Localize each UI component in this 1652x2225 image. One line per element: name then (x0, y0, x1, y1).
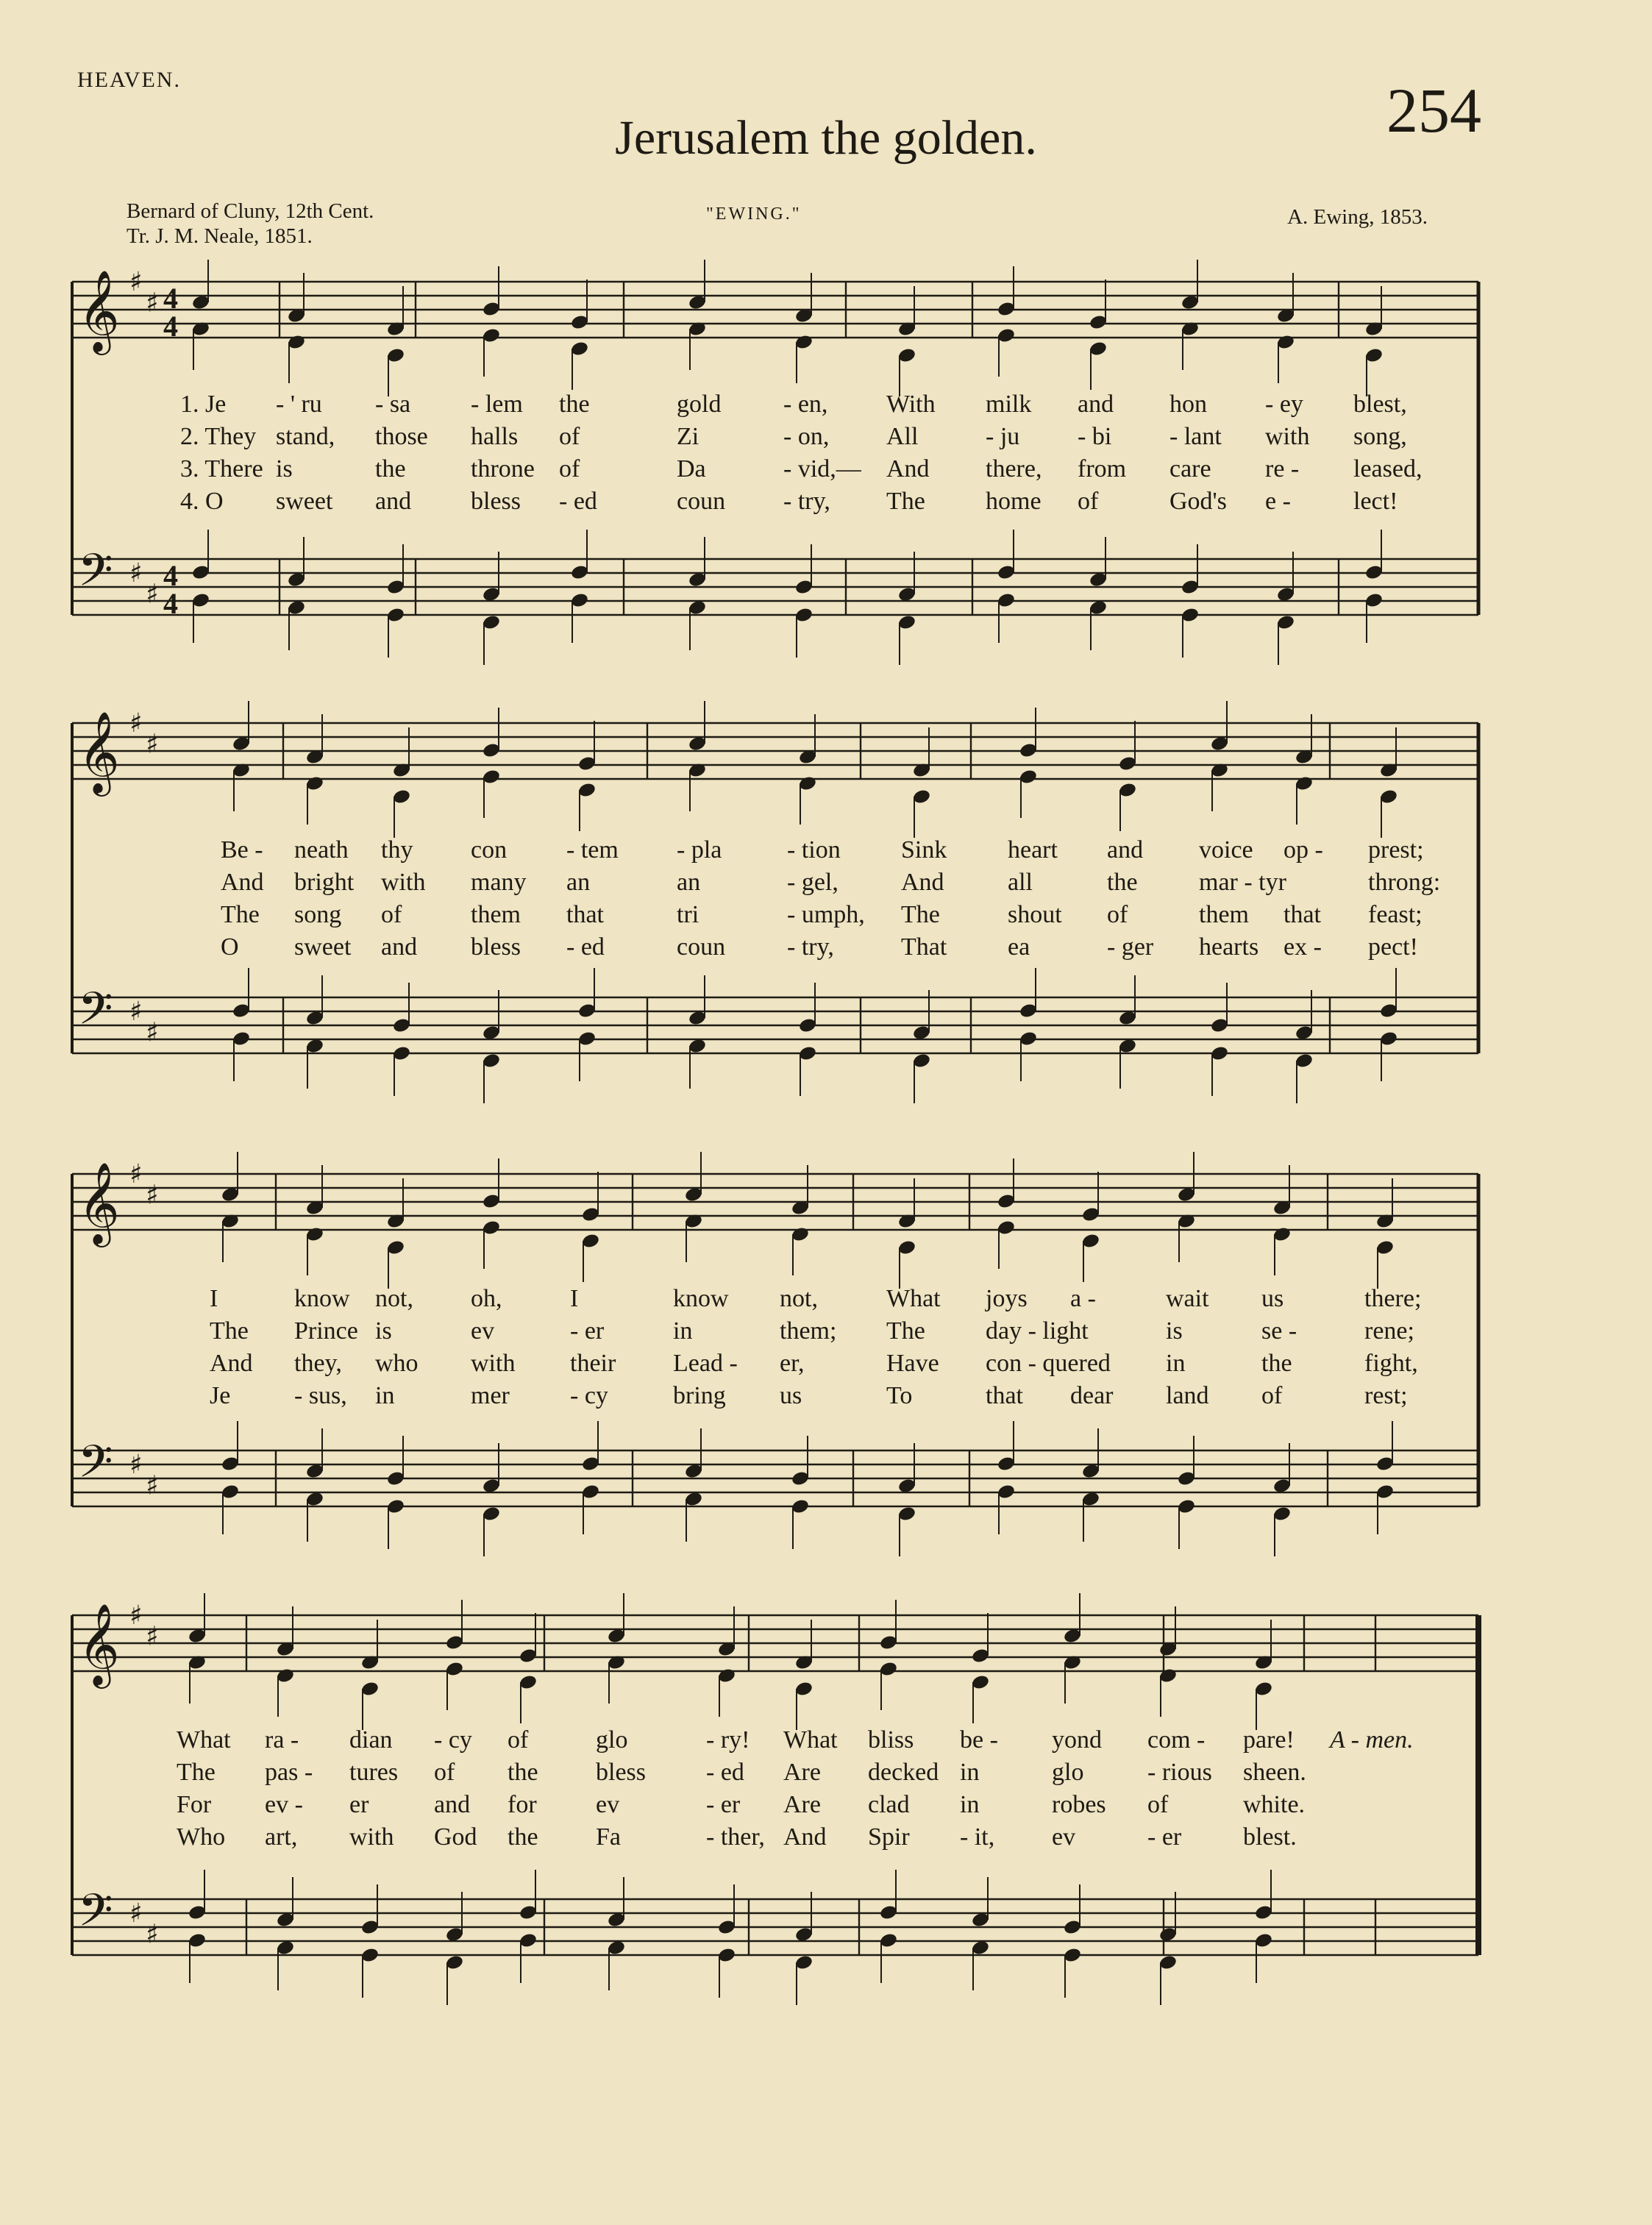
lyric-syllable: - ed (559, 488, 597, 515)
lyric-syllable: there, (986, 455, 1042, 483)
lyric-syllable: of (1261, 1382, 1283, 1409)
lyric-syllable: robes (1052, 1791, 1106, 1818)
lyric-syllable: of (381, 901, 402, 928)
lyric-syllable: glo (1052, 1759, 1084, 1786)
lyric-syllable: with (381, 869, 426, 896)
lyric-syllable: The (210, 1317, 249, 1345)
lyric-syllable: care (1169, 455, 1211, 483)
sharp-icon: ♯ (129, 267, 143, 297)
lyric-syllable: voice (1199, 836, 1253, 864)
lyric-syllable: coun (677, 488, 726, 515)
lyric-syllable: all (1008, 869, 1033, 896)
lyric-syllable: a - (1070, 1285, 1096, 1312)
lyric-syllable: - ed (566, 933, 605, 961)
lyric-syllable: The (886, 488, 925, 515)
time-signature-top: 4 (163, 559, 178, 592)
lyric-syllable: con (471, 836, 508, 864)
lyric-syllable: and (375, 488, 412, 515)
lyric-syllable: throng: (1368, 869, 1441, 896)
lyric-syllable: those (375, 423, 428, 450)
lyric-syllable: of (434, 1759, 455, 1786)
lyric-syllable: milk (986, 391, 1032, 418)
amen-text: A - men. (1330, 1726, 1414, 1754)
lyric-syllable: - tem (566, 836, 619, 864)
treble-clef-icon: 𝄞 (78, 1603, 120, 1685)
lyric-syllable: lect! (1353, 488, 1398, 515)
lyric-syllable: dian (349, 1726, 393, 1754)
lyric-syllable: of (559, 423, 580, 450)
treble-clef-icon: 𝄞 (78, 1161, 120, 1244)
lyric-syllable: that (566, 901, 604, 928)
lyric-syllable: - try, (787, 933, 834, 961)
lyric-syllable: joys (986, 1285, 1028, 1312)
lyric-syllable: To (886, 1382, 913, 1409)
lyric-syllable: clad (868, 1791, 910, 1818)
hymn-title: Jerusalem the golden. (615, 111, 1037, 165)
lyric-syllable: blest. (1243, 1823, 1297, 1851)
lyric-syllable: the (1261, 1350, 1292, 1377)
lyric-syllable: Are (783, 1791, 821, 1818)
sharp-icon: ♯ (129, 1898, 143, 1929)
lyric-syllable: blest, (1353, 391, 1407, 418)
lyric-syllable: and (1107, 836, 1144, 864)
lyric-syllable: All (886, 423, 919, 450)
lyric-syllable: thy (381, 836, 413, 864)
lyric-syllable: hearts (1199, 933, 1259, 961)
lyric-syllable: in (960, 1759, 980, 1786)
lyric-syllable: con - quered (986, 1350, 1111, 1377)
lyric-syllable: - umph, (787, 901, 865, 928)
lyric-syllable: - it, (960, 1823, 995, 1851)
lyric-syllable: day - light (986, 1317, 1089, 1345)
lyric-syllable: not, (780, 1285, 818, 1312)
lyric-syllable: in (960, 1791, 980, 1818)
lyric-syllable: fight, (1364, 1350, 1418, 1377)
lyric-syllable: bless (471, 933, 521, 961)
sharp-icon: ♯ (129, 1159, 143, 1189)
lyric-syllable: shout (1008, 901, 1062, 928)
lyric-syllable: in (673, 1317, 693, 1345)
lyric-syllable: Je (210, 1382, 231, 1409)
lyric-syllable: And (783, 1823, 827, 1851)
lyric-syllable: - ju (986, 423, 1020, 450)
lyric-syllable: us (780, 1382, 802, 1409)
lyric-syllable: re - (1265, 455, 1300, 483)
bass-clef-icon: 𝄢 (78, 1884, 113, 1948)
lyric-syllable: - er (1147, 1823, 1182, 1851)
lyric-syllable: Lead - (673, 1350, 738, 1377)
lyric-syllable: - ed (706, 1759, 744, 1786)
composer-credit: A. Ewing, 1853. (1287, 205, 1428, 229)
lyric-syllable: Be - (221, 836, 263, 864)
lyric-syllable: in (1166, 1350, 1186, 1377)
lyric-syllable: Who (177, 1823, 226, 1851)
translator-credit: Tr. J. M. Neale, 1851. (127, 224, 313, 248)
lyric-syllable: the (508, 1823, 538, 1851)
lyric-syllable: throne (471, 455, 535, 483)
lyric-syllable: And (210, 1350, 253, 1377)
lyric-syllable: bring (673, 1382, 726, 1409)
lyric-syllable: 2. They (180, 423, 257, 450)
lyric-syllable: - en, (783, 391, 828, 418)
lyric-syllable: not, (375, 1285, 413, 1312)
lyric-syllable: For (177, 1791, 212, 1818)
lyric-syllable: e - (1265, 488, 1291, 515)
lyric-syllable: O (221, 933, 239, 961)
lyric-syllable: home (986, 488, 1042, 515)
lyric-syllable: of (1147, 1791, 1169, 1818)
lyric-syllable: coun (677, 933, 726, 961)
lyric-syllable: heart (1008, 836, 1058, 864)
lyric-syllable: - er (706, 1791, 741, 1818)
lyric-syllable: - bi (1078, 423, 1112, 450)
lyric-syllable: gold (677, 391, 722, 418)
sharp-icon: ♯ (146, 579, 159, 610)
time-signature-bottom: 4 (163, 587, 178, 620)
lyric-syllable: white. (1243, 1791, 1306, 1818)
lyric-syllable: - sa (375, 391, 411, 418)
lyric-syllable: mer (471, 1382, 510, 1409)
section-label: HEAVEN. (77, 68, 181, 92)
lyric-syllable: they, (294, 1350, 342, 1377)
lyric-syllable: is (276, 455, 293, 483)
lyric-syllable: sweet (294, 933, 352, 961)
lyric-syllable: Prince (294, 1317, 358, 1345)
lyric-syllable: - try, (783, 488, 830, 515)
lyric-syllable: feast; (1368, 901, 1423, 928)
lyric-syllable: the (559, 391, 590, 418)
sharp-icon: ♯ (146, 1180, 159, 1211)
lyric-syllable: dear (1070, 1382, 1114, 1409)
lyric-syllable: Fa (596, 1823, 621, 1851)
lyric-syllable: many (471, 869, 527, 896)
lyric-syllable: tri (677, 901, 699, 928)
lyric-syllable: bless (596, 1759, 646, 1786)
lyric-syllable: - rious (1147, 1759, 1212, 1786)
lyric-syllable: sheen. (1243, 1759, 1306, 1786)
lyric-syllable: be - (960, 1726, 998, 1754)
lyric-syllable: And (886, 455, 930, 483)
lyric-syllable: land (1166, 1382, 1209, 1409)
lyric-syllable: 4. O (180, 488, 224, 515)
lyric-syllable: in (375, 1382, 395, 1409)
lyric-syllable: com - (1147, 1726, 1206, 1754)
lyric-syllable: that (986, 1382, 1023, 1409)
lyric-syllable: of (508, 1726, 529, 1754)
sharp-icon: ♯ (146, 1017, 159, 1048)
lyric-syllable: bright (294, 869, 355, 896)
hymn-number: 254 (1386, 75, 1481, 146)
lyric-syllable: the (508, 1759, 538, 1786)
sharp-icon: ♯ (129, 1450, 143, 1480)
lyric-syllable: God (434, 1823, 477, 1851)
lyric-syllable: That (901, 933, 947, 961)
sharp-icon: ♯ (129, 1601, 143, 1631)
sharp-icon: ♯ (129, 708, 143, 738)
lyric-syllable: know (294, 1285, 350, 1312)
lyric-syllable: Have (886, 1350, 939, 1377)
lyric-syllable: - ' ru (276, 391, 322, 418)
lyric-syllable: Da (677, 455, 706, 483)
sharp-icon: ♯ (146, 288, 159, 318)
lyric-syllable: and (1078, 391, 1114, 418)
lyric-syllable: halls (471, 423, 519, 450)
lyric-syllable: there; (1364, 1285, 1422, 1312)
lyric-syllable: I (570, 1285, 579, 1312)
lyric-syllable: and (434, 1791, 471, 1818)
lyric-syllable: song, (1353, 423, 1407, 450)
lyric-syllable: their (570, 1350, 616, 1377)
lyric-syllable: The (221, 901, 260, 928)
lyric-syllable: ev (471, 1317, 495, 1345)
lyric-syllable: stand, (276, 423, 335, 450)
lyric-syllable: hon (1169, 391, 1207, 418)
tune-name: "EWING." (706, 204, 802, 224)
lyric-syllable: And (221, 869, 264, 896)
sharp-icon: ♯ (146, 729, 159, 760)
lyric-syllable: The (177, 1759, 216, 1786)
lyric-syllable: pect! (1368, 933, 1418, 961)
lyric-syllable: with (1265, 423, 1310, 450)
time-signature-top: 4 (163, 282, 178, 315)
lyric-syllable: them (471, 901, 521, 928)
lyric-syllable: What (177, 1726, 231, 1754)
treble-clef-icon: 𝄞 (78, 269, 120, 352)
lyric-syllable: ev (1052, 1823, 1076, 1851)
lyric-syllable: ev (596, 1791, 620, 1818)
lyric-syllable: oh, (471, 1285, 502, 1312)
bass-clef-icon: 𝄢 (78, 1436, 113, 1499)
sharp-icon: ♯ (146, 1621, 159, 1652)
lyric-syllable: - sus, (294, 1382, 347, 1409)
lyric-syllable: wait (1166, 1285, 1209, 1312)
lyric-syllable: rene; (1364, 1317, 1414, 1345)
lyric-syllable: - tion (787, 836, 841, 864)
lyric-syllable: The (886, 1317, 925, 1345)
lyric-syllable: bliss (868, 1726, 914, 1754)
lyric-syllable: that (1283, 901, 1321, 928)
lyric-syllable: neath (294, 836, 349, 864)
lyric-syllable: of (1078, 488, 1099, 515)
lyric-syllable: is (1166, 1317, 1183, 1345)
lyric-syllable: with (349, 1823, 394, 1851)
lyric-syllable: them; (780, 1317, 837, 1345)
lyric-syllable: er (349, 1791, 369, 1818)
lyric-syllable: for (508, 1791, 537, 1818)
lyric-syllable: glo (596, 1726, 628, 1754)
lyric-syllable: art, (265, 1823, 298, 1851)
lyric-syllable: the (1107, 869, 1138, 896)
lyric-syllable: of (559, 455, 580, 483)
lyric-syllable: an (677, 869, 701, 896)
lyric-syllable: Sink (901, 836, 947, 864)
lyric-syllable: op - (1283, 836, 1323, 864)
lyric-syllable: pare! (1243, 1726, 1295, 1754)
sharp-icon: ♯ (129, 558, 143, 588)
lyric-syllable: leased, (1353, 455, 1423, 483)
lyric-syllable: What (886, 1285, 941, 1312)
lyric-syllable: - lant (1169, 423, 1222, 450)
lyric-syllable: - ger (1107, 933, 1154, 961)
lyric-syllable: the (375, 455, 406, 483)
lyric-syllable: them (1199, 901, 1249, 928)
bass-clef-icon: 𝄢 (78, 983, 113, 1046)
lyric-syllable: prest; (1368, 836, 1424, 864)
lyric-syllable: and (381, 933, 418, 961)
lyric-syllable: who (375, 1350, 419, 1377)
lyric-syllable: ra - (265, 1726, 299, 1754)
lyric-syllable: with (471, 1350, 516, 1377)
lyric-syllable: - ry! (706, 1726, 750, 1754)
lyric-syllable: - vid,— (783, 455, 861, 483)
sharp-icon: ♯ (146, 1919, 159, 1950)
author-credit: Bernard of Cluny, 12th Cent. (127, 199, 374, 223)
lyric-syllable: song (294, 901, 342, 928)
lyric-syllable: - on, (783, 423, 830, 450)
lyric-syllable: The (901, 901, 940, 928)
lyric-syllable: is (375, 1317, 392, 1345)
lyric-syllable: from (1078, 455, 1127, 483)
lyric-syllable: ex - (1283, 933, 1322, 961)
lyric-syllable: mar - tyr (1199, 869, 1286, 896)
lyric-syllable: rest; (1364, 1382, 1408, 1409)
lyric-syllable: pas - (265, 1759, 313, 1786)
lyric-syllable: ea (1008, 933, 1030, 961)
lyric-syllable: know (673, 1285, 729, 1312)
lyric-syllable: - pla (677, 836, 722, 864)
lyric-syllable: Are (783, 1759, 821, 1786)
lyric-syllable: decked (868, 1759, 939, 1786)
lyric-syllable: of (1107, 901, 1128, 928)
lyric-syllable: - er (570, 1317, 605, 1345)
lyric-syllable: - ey (1265, 391, 1303, 418)
sharp-icon: ♯ (129, 997, 143, 1027)
lyric-syllable: 1. Je (180, 391, 227, 418)
lyric-syllable: tures (349, 1759, 399, 1786)
bass-clef-icon: 𝄢 (78, 544, 113, 608)
lyric-syllable: - cy (570, 1382, 608, 1409)
lyric-syllable: God's (1169, 488, 1227, 515)
lyric-syllable: ev - (265, 1791, 303, 1818)
lyric-syllable: What (783, 1726, 838, 1754)
lyric-syllable: bless (471, 488, 521, 515)
lyric-syllable: er, (780, 1350, 805, 1377)
lyric-syllable: - cy (434, 1726, 472, 1754)
lyric-syllable: And (901, 869, 944, 896)
sharp-icon: ♯ (146, 1470, 159, 1501)
lyric-syllable: sweet (276, 488, 333, 515)
lyric-syllable: Zi (677, 423, 699, 450)
lyric-syllable: - gel, (787, 869, 839, 896)
time-signature-bottom: 4 (163, 310, 178, 343)
lyric-syllable: - ther, (706, 1823, 765, 1851)
lyric-syllable: se - (1261, 1317, 1297, 1345)
lyric-syllable: yond (1052, 1726, 1102, 1754)
lyric-syllable: us (1261, 1285, 1284, 1312)
lyric-syllable: 3. There (180, 455, 263, 483)
lyric-syllable: Spir (868, 1823, 910, 1851)
lyric-syllable: With (886, 391, 936, 418)
lyric-syllable: - lem (471, 391, 523, 418)
lyric-syllable: I (210, 1285, 218, 1312)
lyric-syllable: an (566, 869, 591, 896)
treble-clef-icon: 𝄞 (78, 711, 120, 793)
